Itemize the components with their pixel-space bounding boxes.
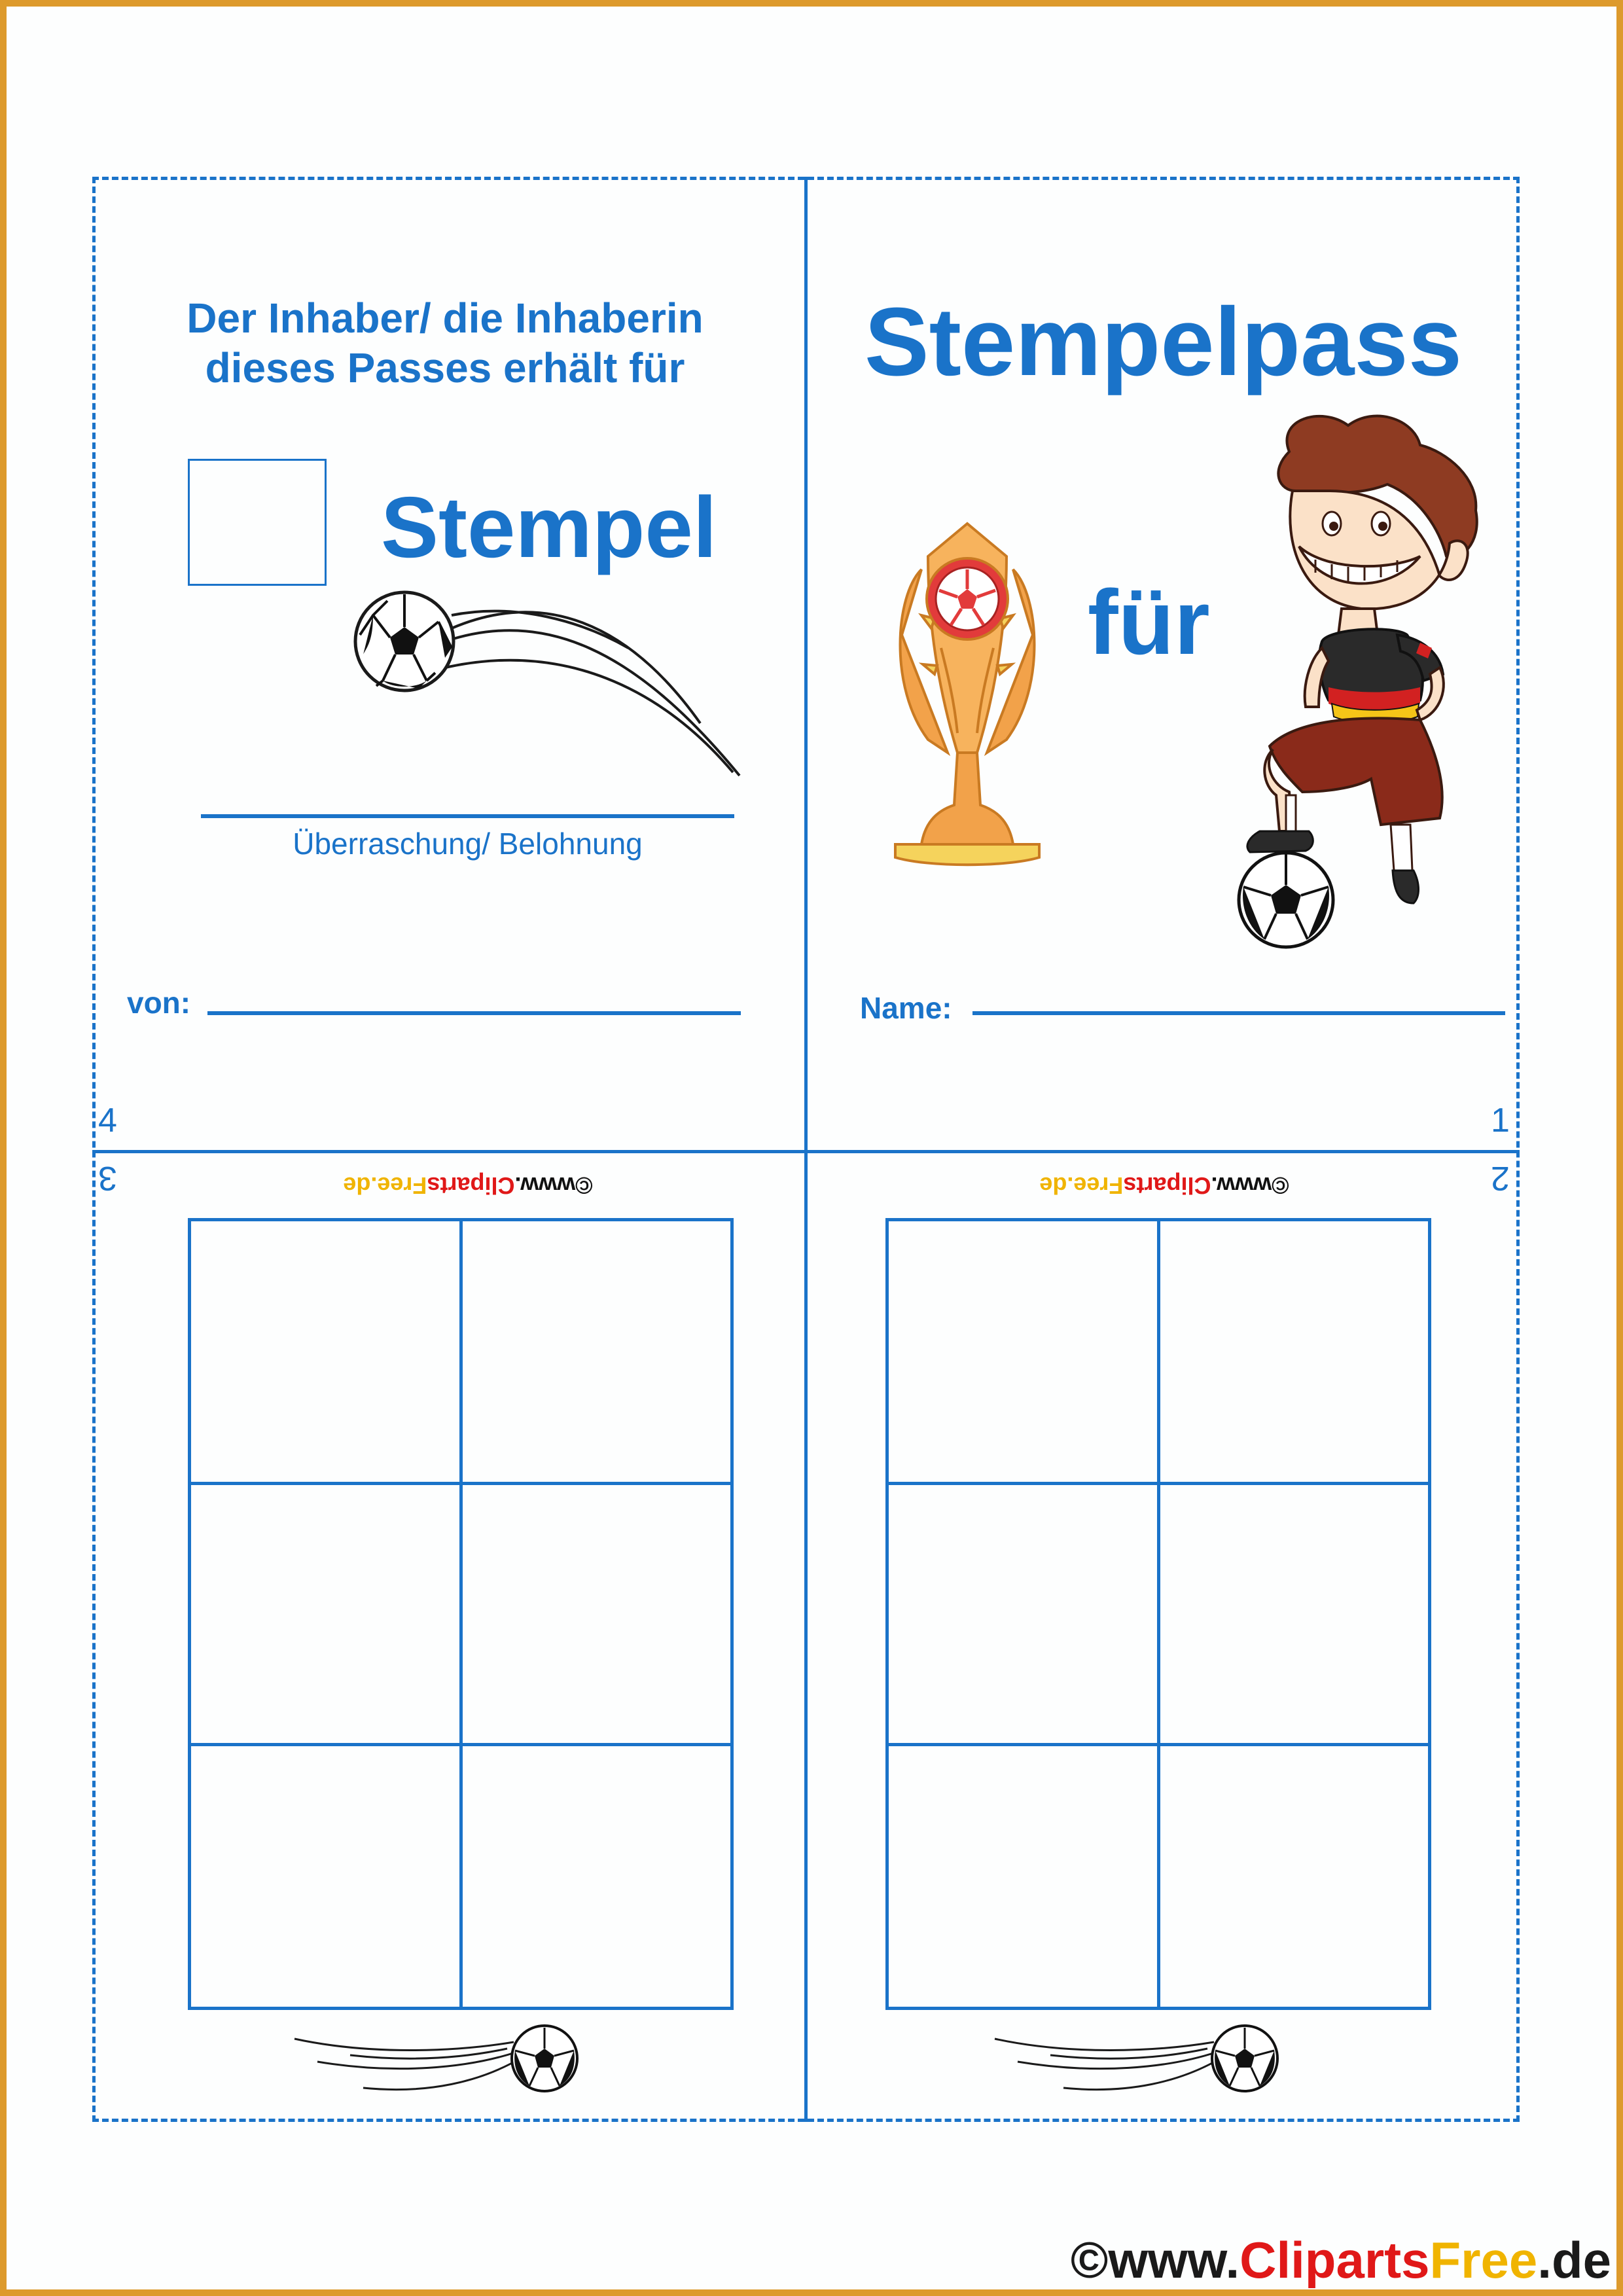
stamp-cell[interactable] bbox=[1160, 1746, 1429, 2007]
name-write-line[interactable] bbox=[972, 1011, 1505, 1015]
credit-suffix: .de bbox=[1039, 1172, 1074, 1199]
for-word: für bbox=[1088, 571, 1210, 673]
from-signature-line[interactable] bbox=[207, 1011, 741, 1015]
stamp-cell[interactable] bbox=[463, 1221, 731, 1482]
stamp-cell[interactable] bbox=[889, 1746, 1157, 2007]
credit-suffix: .de bbox=[343, 1172, 378, 1199]
credit-prefix: ©www. bbox=[514, 1172, 593, 1199]
stamp-cell[interactable] bbox=[463, 1485, 731, 1743]
reward-subtitle bbox=[157, 293, 733, 393]
subtitle-line-2: dieses Passes erhält für bbox=[205, 344, 685, 391]
credit-upside-down-left[interactable] bbox=[330, 1172, 605, 1199]
stamp-cell[interactable] bbox=[889, 1221, 1157, 1482]
footer-credit[interactable] bbox=[1071, 2231, 1611, 2290]
credit-brand-red: Cliparts bbox=[427, 1172, 515, 1199]
stamp-grid-left bbox=[188, 1218, 734, 2010]
page-number-1: 1 bbox=[1491, 1102, 1510, 1139]
page-number-4: 4 bbox=[98, 1102, 117, 1139]
page-number-3: 3 bbox=[98, 1159, 117, 1197]
stamp-cell[interactable] bbox=[191, 1746, 459, 2007]
stamp-cell[interactable] bbox=[1160, 1485, 1429, 1743]
fold-line-vertical bbox=[804, 177, 808, 2122]
stamp-count-box[interactable] bbox=[188, 459, 327, 586]
credit-upside-down-right[interactable] bbox=[1027, 1172, 1302, 1199]
credit-prefix: ©www. bbox=[1211, 1172, 1289, 1199]
credit-brand-gold: Free bbox=[1073, 1172, 1124, 1199]
stamp-cell[interactable] bbox=[191, 1221, 459, 1482]
subtitle-line-1: Der Inhaber/ die Inhaberin bbox=[187, 295, 704, 342]
credit-brand-red: Cliparts bbox=[1123, 1172, 1211, 1199]
soccer-ball-icon bbox=[291, 2016, 586, 2121]
footer-prefix: ©www. bbox=[1070, 2231, 1240, 2289]
boy-footballer-icon bbox=[1224, 412, 1492, 956]
credit-brand-gold: Free bbox=[377, 1172, 427, 1199]
stamp-grid-right bbox=[885, 1218, 1431, 2010]
footer-suffix: .de bbox=[1537, 2231, 1611, 2289]
page-number-2: 2 bbox=[1491, 1159, 1510, 1197]
stamp-cell[interactable] bbox=[463, 1746, 731, 2007]
reward-line bbox=[201, 814, 734, 818]
stamp-word: Stempel bbox=[381, 479, 717, 575]
soccer-ball-icon bbox=[991, 2016, 1286, 2121]
stamp-cell[interactable] bbox=[191, 1485, 459, 1743]
footer-brand-gold: Free bbox=[1429, 2231, 1538, 2289]
from-label: von: bbox=[127, 986, 191, 1020]
soccer-ball-icon bbox=[347, 576, 766, 785]
fold-line-horizontal bbox=[92, 1150, 1520, 1153]
pass-title: Stempelpass bbox=[864, 288, 1463, 396]
footer-brand-red: Cliparts bbox=[1240, 2231, 1430, 2289]
name-label: Name: bbox=[860, 991, 952, 1025]
stamp-cell[interactable] bbox=[889, 1485, 1157, 1743]
reward-label: Überraschung/ Belohnung bbox=[293, 827, 643, 861]
trophy-icon bbox=[876, 517, 1059, 870]
stamp-cell[interactable] bbox=[1160, 1221, 1429, 1482]
